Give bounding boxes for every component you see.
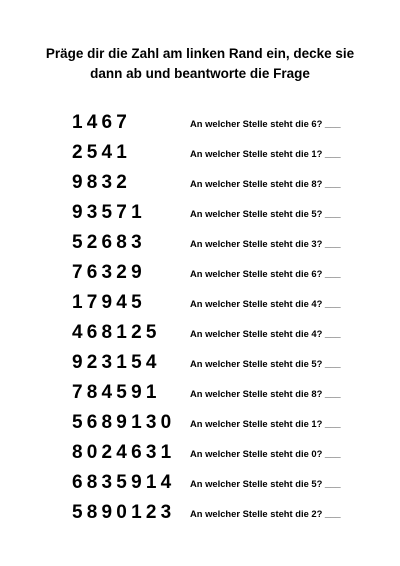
memory-number: 5890123 xyxy=(72,502,176,523)
exercise-row xyxy=(0,412,400,442)
position-question: An welcher Stelle steht die 8? ___ xyxy=(190,178,341,189)
memory-number: 923154 xyxy=(72,352,161,373)
memory-number: 784591 xyxy=(72,382,161,403)
exercise-row xyxy=(0,202,400,232)
exercise-row xyxy=(0,442,400,472)
position-question: An welcher Stelle steht die 1? ___ xyxy=(190,418,341,429)
memory-number: 76329 xyxy=(72,262,146,283)
position-question: An welcher Stelle steht die 5? ___ xyxy=(190,478,341,489)
position-question: An welcher Stelle steht die 4? ___ xyxy=(190,328,341,339)
memory-number: 8024631 xyxy=(72,442,176,463)
position-question: An welcher Stelle steht die 8? ___ xyxy=(190,388,341,399)
position-question: An welcher Stelle steht die 1? ___ xyxy=(190,148,341,159)
exercise-row xyxy=(0,502,400,532)
exercise-row xyxy=(0,112,400,142)
exercise-row xyxy=(0,142,400,172)
exercise-row xyxy=(0,352,400,382)
exercise-row xyxy=(0,232,400,262)
memory-number: 1467 xyxy=(72,112,132,133)
worksheet-title xyxy=(0,44,400,84)
exercise-row xyxy=(0,472,400,502)
position-question: An welcher Stelle steht die 4? ___ xyxy=(190,298,341,309)
memory-number: 5689130 xyxy=(72,412,176,433)
position-question: An welcher Stelle steht die 2? ___ xyxy=(190,508,341,519)
title-line-1: Präge dir die Zahl am linken Rand ein, decke sie xyxy=(45,46,355,61)
memory-number: 52683 xyxy=(72,232,146,253)
title-line-2: dann ab und beantworte die Frage xyxy=(90,66,310,81)
position-question: An welcher Stelle steht die 6? ___ xyxy=(190,268,341,279)
position-question: An welcher Stelle steht die 3? ___ xyxy=(190,238,341,249)
memory-number: 468125 xyxy=(72,322,161,343)
exercise-row xyxy=(0,292,400,322)
position-question: An welcher Stelle steht die 0? ___ xyxy=(190,448,341,459)
position-question: An welcher Stelle steht die 5? ___ xyxy=(190,208,341,219)
exercise-row xyxy=(0,262,400,292)
exercise-row xyxy=(0,172,400,202)
memory-number: 93571 xyxy=(72,202,146,223)
exercise-row xyxy=(0,322,400,352)
exercise-row xyxy=(0,382,400,412)
position-question: An welcher Stelle steht die 5? ___ xyxy=(190,358,341,369)
memory-number: 17945 xyxy=(72,292,146,313)
memory-number: 6835914 xyxy=(72,472,176,493)
position-question: An welcher Stelle steht die 6? ___ xyxy=(190,118,341,129)
memory-number: 2541 xyxy=(72,142,132,163)
memory-number: 9832 xyxy=(72,172,132,193)
